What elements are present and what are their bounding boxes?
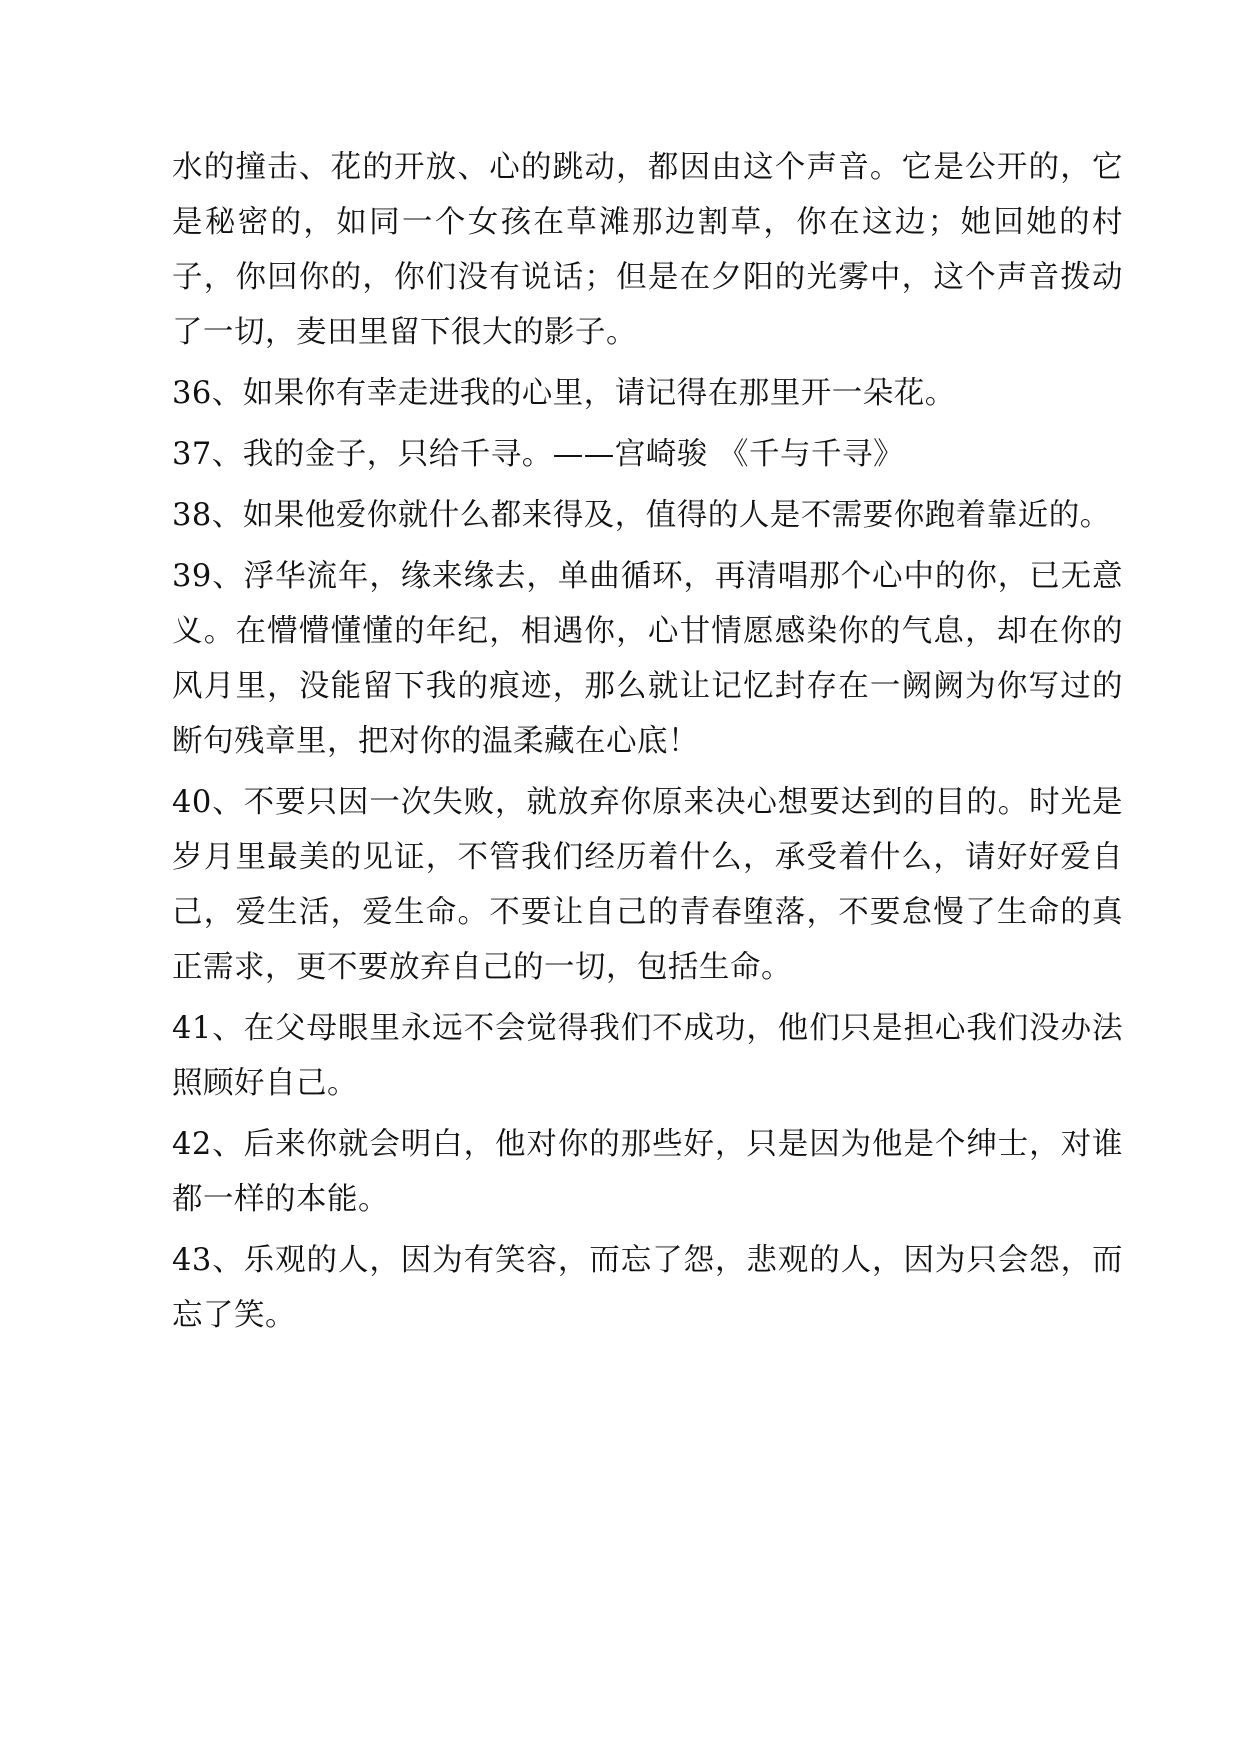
paragraph-item-43: 43、乐观的人，因为有笑容，而忘了怨，悲观的人，因为只会怨，而忘了笑。 <box>172 1243 1123 1333</box>
paragraph-item-39: 39、浮华流年，缘来缘去，单曲循环，再清唱那个心中的你，已无意义。在懵懵懂懂的年纪，相遇你，心甘情愿感染你的气息，却在你的风月里，没能留下我的痕迹，那么就让记忆封存在一阙阙为你写过的断句残章里，把对你的温柔藏在心底！ <box>172 559 1123 759</box>
paragraph-item-40: 40、不要只因一次失败，就放弃你原来决心想要达到的目的。时光是岁月里最美的见证，不管我们经历着什么，承受着什么，请好好爱自己，爱生活，爱生命。不要让自己的青春堕落，不要怠慢了生命的真正需求，更不要放弃自己的一切，包括生命。 <box>172 785 1123 985</box>
paragraph-item-41: 41、在父母眼里永远不会觉得我们不成功，他们只是担心我们没办法照顾好自己。 <box>172 1011 1123 1101</box>
paragraph-item-42: 42、后来你就会明白，他对你的那些好，只是因为他是个绅士，对谁都一样的本能。 <box>172 1127 1123 1217</box>
paragraph-item-38: 38、如果他爱你就什么都来得及，值得的人是不需要你跑着靠近的。 <box>172 498 1111 533</box>
document-body <box>172 140 1123 1343</box>
paragraph-item-36: 36、如果你有幸走进我的心里，请记得在那里开一朵花。 <box>172 376 956 411</box>
paragraph-continued: 水的撞击、花的开放、心的跳动，都因由这个声音。它是公开的，它是秘密的，如同一个女孩在草滩那边割草，你在这边；她回她的村子，你回你的，你们没有说话；但是在夕阳的光雾中，这个声音拨动了一切，麦田里留下很大的影子。 <box>172 150 1123 350</box>
paragraph-item-37: 37、我的金子，只给千寻。——宫崎骏 《千与千寻》 <box>172 437 905 472</box>
